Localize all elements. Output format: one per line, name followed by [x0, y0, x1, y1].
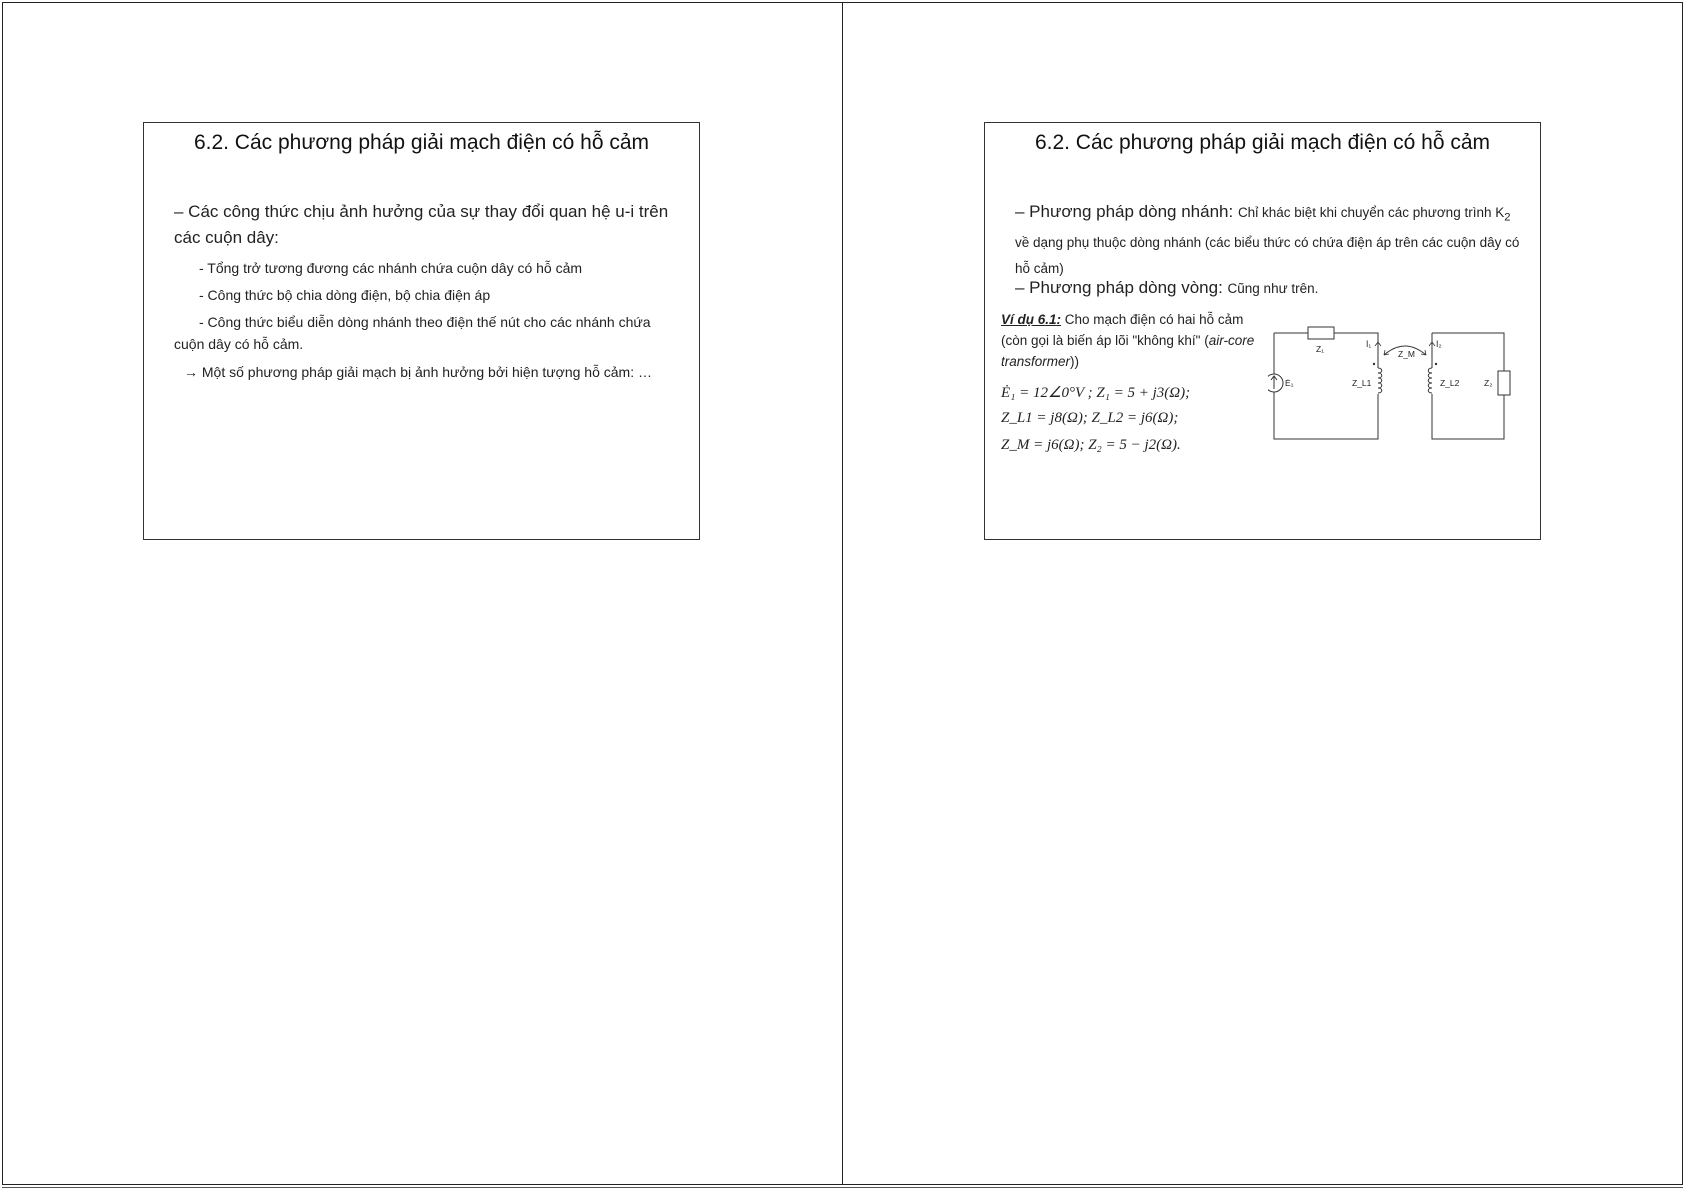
dot-marker-l1: [1373, 363, 1375, 365]
page-divider: [842, 2, 843, 1185]
bullet-loop-current-method: [1015, 275, 1525, 301]
sub-bullet-branch-current-formula: - Công thức biểu diễn dòng nhánh theo điện thế nút cho các nhánh chứa cuộn dây có hỗ cảm.: [174, 314, 651, 352]
method-description: Cũng như trên.: [1227, 281, 1319, 296]
dot-marker-l2: [1435, 363, 1437, 365]
bottom-rule: [2, 1187, 1683, 1188]
bullet-formulas-affected: – Các công thức chịu ảnh hưởng của sự thay đổi quan hệ u-i trên các cuộn dây:: [174, 202, 669, 247]
air-core-transformer-circuit: [1268, 323, 1524, 451]
label-e1: Ė₁: [1285, 378, 1294, 388]
formula-zl1-zl2: Z_L1 = j8(Ω); Z_L2 = j6(Ω);: [1001, 410, 1179, 426]
example-statement: Ví dụ 6.1: Cho mạch điện có hai hỗ cảm (còn gọi là biến áp lõi "không khí" (air-core transformer)): [1001, 312, 1255, 369]
label-z2: Z₂: [1484, 378, 1493, 388]
label-zm: Z_M: [1398, 349, 1415, 359]
label-z1: Z₁: [1316, 344, 1325, 354]
voltage-source: [1268, 374, 1283, 392]
method-description: Chỉ khác biệt khi chuyển các phương trình $K_2$ về dạng phụ thuộc dòng nhánh (các biểu thức có chứa điện áp trên các cuộn dây có hỗ cảm): [1015, 205, 1520, 276]
formula-source-and-z1: Ė₁ = 12∠0°V ; Z₁ = 5 + j3(Ω);: [1001, 385, 1191, 401]
formula-zm-z2: Z_M = j6(Ω); Z₂ = 5 − j2(Ω).: [1001, 437, 1181, 453]
i1-arrow-icon: [1375, 342, 1381, 351]
label-zl1: Z_L1: [1352, 378, 1372, 388]
label-i2: İ₂: [1436, 339, 1442, 349]
slide-left: [143, 122, 700, 540]
conclusion-arrow-text: → Một số phương pháp giải mạch bị ảnh hưởng bởi hiện tượng hỗ cảm: …: [184, 364, 652, 380]
label-i1: İ₁: [1366, 339, 1372, 349]
z2-resistor: [1498, 371, 1510, 395]
sub-bullet-equivalent-impedance: - Tổng trở tương đương các nhánh chứa cuộn dây có hỗ cảm: [199, 260, 583, 276]
bullet-branch-current-method: [1015, 199, 1525, 281]
method-name: – Phương pháp dòng nhánh:: [1015, 202, 1238, 221]
sub-bullet-divider-formulas: - Công thức bộ chia dòng điện, bộ chia điện áp: [199, 287, 491, 303]
slide-title: 6.2. Các phương pháp giải mạch điện có hỗ cảm: [1034, 131, 1491, 154]
slide-title: 6.2. Các phương pháp giải mạch điện có hỗ cảm: [193, 131, 650, 154]
slide-right: [984, 122, 1541, 540]
example-label: Ví dụ 6.1:: [1001, 312, 1062, 327]
method-name: – Phương pháp dòng vòng:: [1015, 278, 1228, 297]
i2-arrow-icon: [1429, 342, 1435, 351]
label-zl2: Z_L2: [1440, 378, 1460, 388]
z1-resistor: [1308, 327, 1334, 339]
